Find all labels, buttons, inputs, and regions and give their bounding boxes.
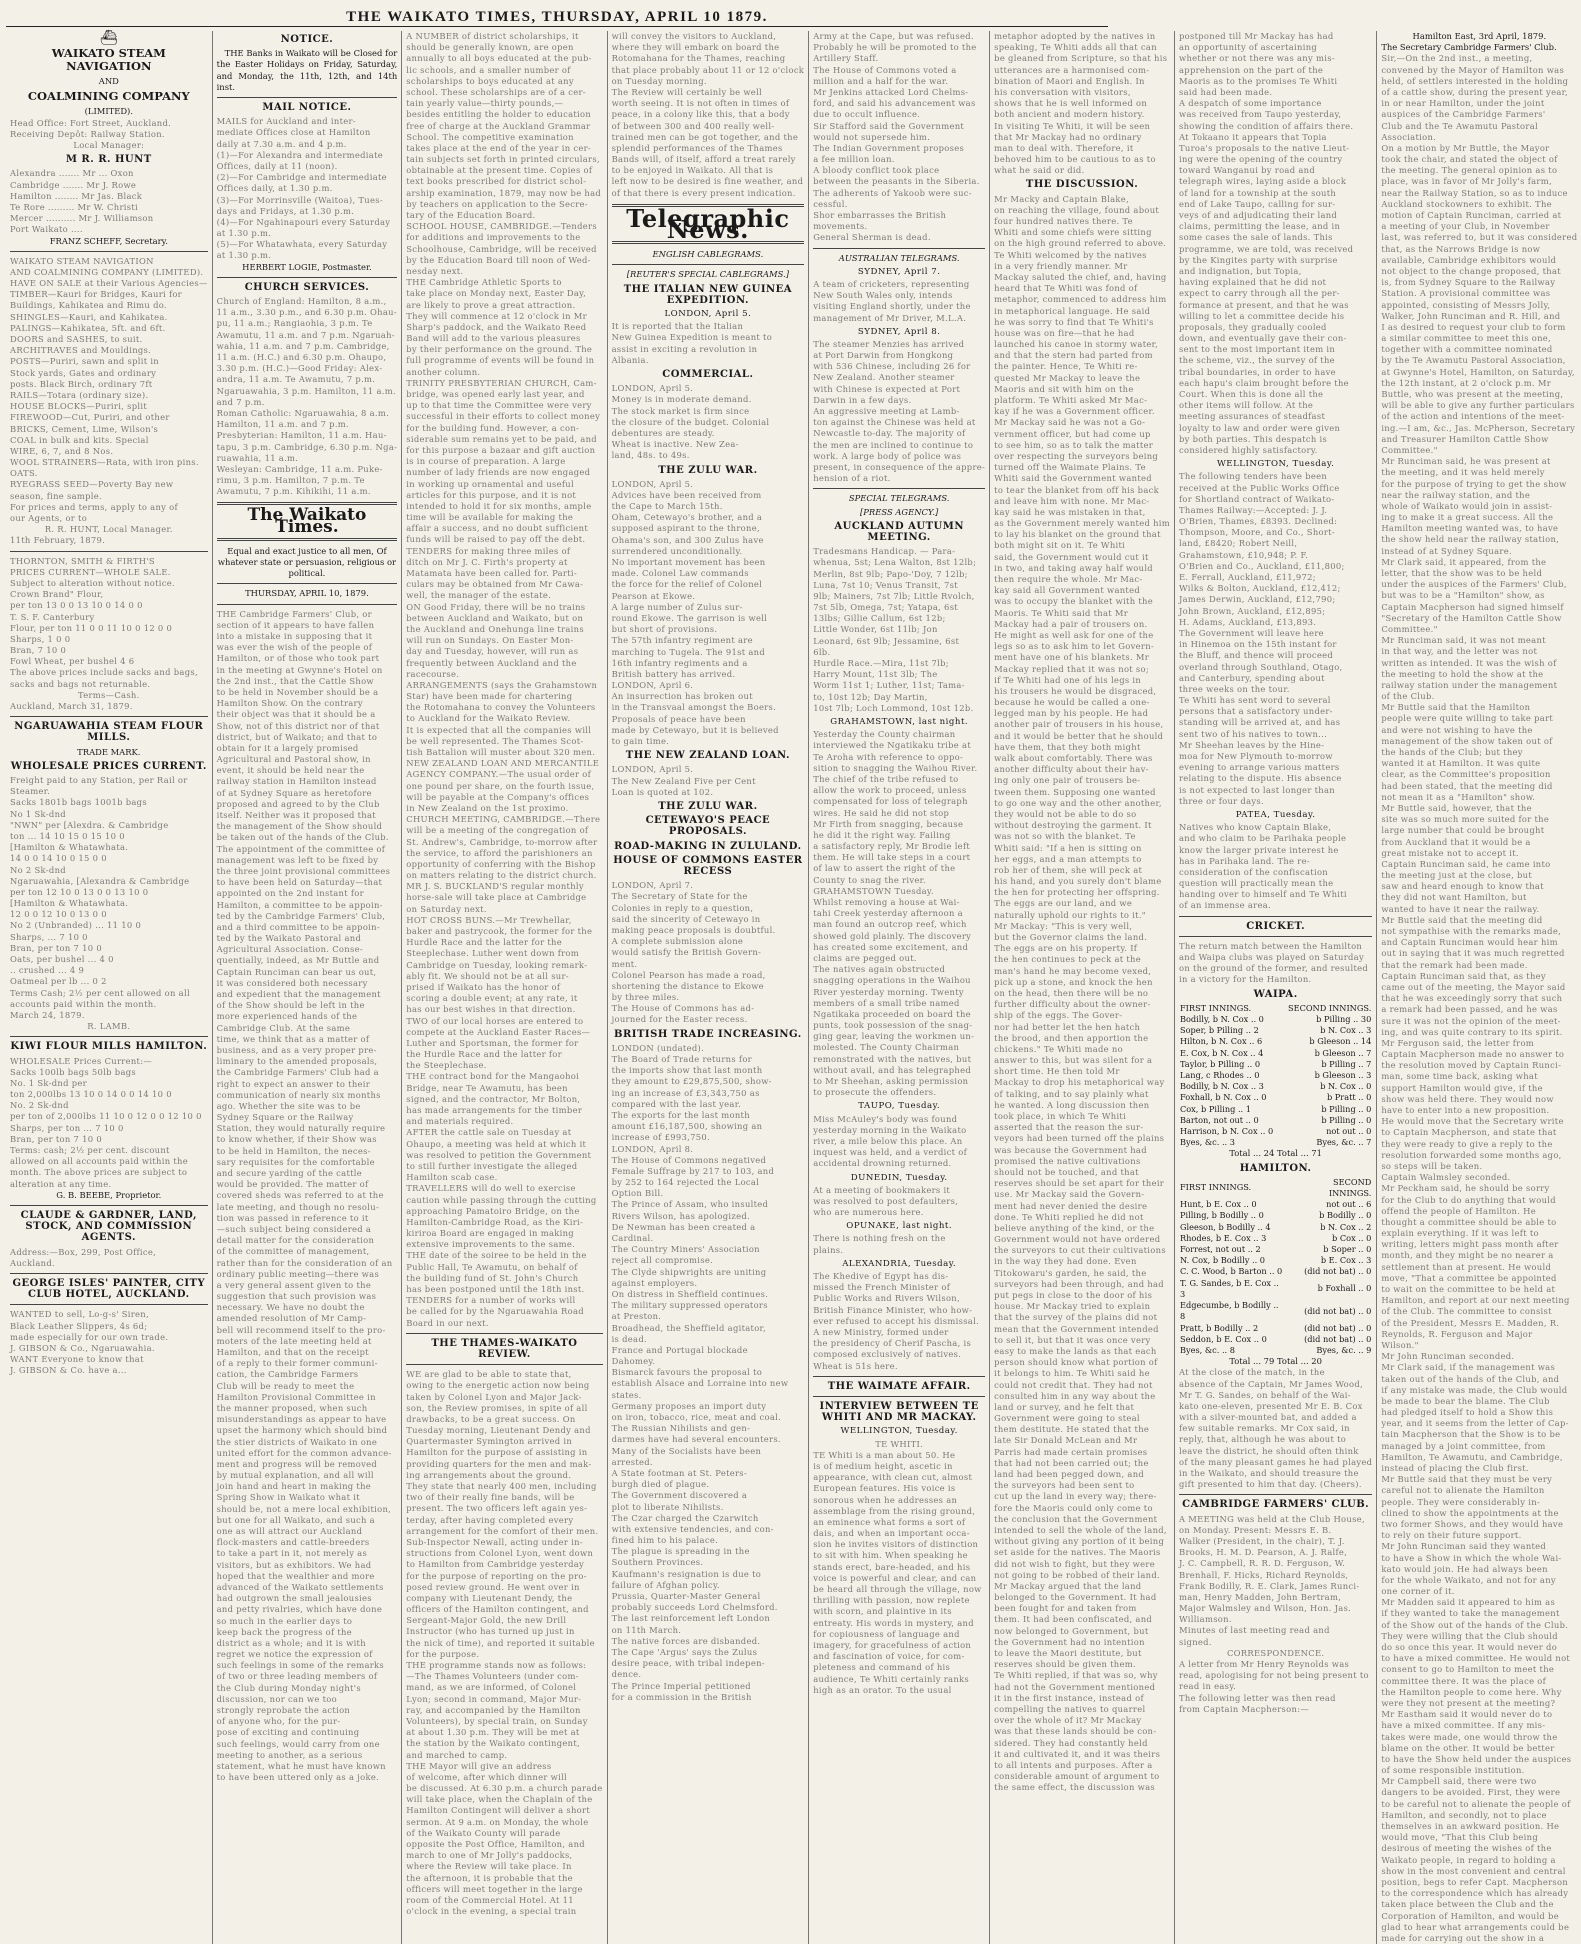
col3-body-a: A NUMBER of district scholarships, it should be generally known, are open annually to all boys educated at the pub- lic schools, and a smaller number of scholarships to boys educated at any school. These scholarships are of a cer- tain yearly value—thirty pounds,— besides entitling the holder to education free of charge at the Auckland Grammar School. The competitive examination takes place at the end of the year in cer- tain subjects set forth in printed circulars, obtainable at the present time. Copies of text books prescribed for district schol- arship examination, 1879, may now be had by teachers on application to the Secre- tary of the Education Board. SCHOOL HOUSE, CAMBRIDGE.—Tenders for additions and improvements to the Schoolhouse, Cambridge, will be received by the Education Board till noon of Wed- nesday next. THE Cambridge Athletic Sports to take place on Monday next, Easter Day, are likely to prove a great attraction. They will commence at 12 o'clock in Mr Sharp's paddock, and the Waikato Reed Band will add to the various pleasures by their performance on the ground. The full programme of events will be found in another column. TRINITY PRESBYTERIAN CHURCH, Cam- bridge, was opened early last year, and up to that time the Committee were very successful in their efforts to collect money for the building fund. However, a con- siderable sum remains yet to be paid, and for this purpose a bazaar and gift auction is in course of preparation. A large number of lady friends are now engaged in working up ornamental and useful articles for this purpose, and it is not intended to hold it for six months, ample time will be available for making the affair a success, and no doubt sufficient funds will be raised to pay off the debt. TENDERS for making three miles of ditch on Mr J. C. Firth's property at Matamata have been called for. Parti- culars may be obtained from Mr Cawa- well, the manager of the estate. ON Good Friday, there will be no trains between Auckland and Waikato, but on the Auckland and Onehunga line trains will run on Sundays. On Easter Mon- day and Tuesday, however, will run as frequently between Auckland and the racecourse. ARRANGEMENTS (says the Grahamstown Star) have been made for chartering the Rotomahana to convey the Volunteers to Auckland for the Waikato Review. It is expected that all the companies will be well represented. The Thames Scot- tish Battalion will muster about 320 men. NEW ZEALAND LOAN AND MERCANTILE AGENCY COMPANY.—The usual order of one pound per share, on the fourth issue, will be payable at the Company's offices in New Zealand on the 1st proximo. CHURCH MEETING, CAMBRIDGE.—There will be a meeting of the congregation of St. Andrew's, Cambridge, to-morrow after the service, to afford the parishioners an opportunity of conferring with the Bishop on matters relating to the district church. MR J. S. BUCKLAND'S regular monthly horse-sale will take place at Cambridge on Saturday next. HOT CROSS BUNS.—Mr Trewhellar, baker and pastrycook, the former for the Hurdle Race and the latter for the Steeplechase. Luther went down from Cambridge on Tuesday, looking remark- ably fit. We should not be at all sur- prised if Waikato has the honor of scoring a double event; at any rate, it has our best wishes in that direction. TWO of our local horses are entered to compete at the Auckland Easter Races— Luther and Sportsman, the former for the Hurdle Race and the latter for the Steeplechase. THE contract bond for the Mangaohoi Bridge, near Te Awamutu, has been signed, and the contractor, Mr Bolton, has made arrangements for the timber and materials required. AFTER the cattle sale on Tuesday at Ohaupo, a meeting was held at which it was resolved to petition the Government to still further investigate the alleged Hamilton scab case. TRAVELLERS will do well to exercise caution while passing through the cutting approaching Pamatoiro Bridge, on the Hamilton-Cambridge Road, as the Kiri- kiriroa Board are engaged in making extensive improvements to the same. THE date of the soiree to be held in the Public Hall, Te Awamutu, on behalf of the building fund of St. John's Church has been postponed until the 18th inst. TENDERS for a number of works will be called for by the Ngaruawahia Road Board in our next. xyxy=(406,31,602,1328)
commercial-heading: COMMERCIAL. xyxy=(662,368,754,380)
alexandria-body: The Khedive of Egypt has dis- missed the French Minister of Public Works and Rivers Wilson, British Finance Minister, who how- ever refused to accept his dismissal. A new Ministry, formed under the presidency of Cherif Pascha, is composed exclusively of natives. Wheat is 51s here. xyxy=(813,1271,980,1371)
steam-nav-agents-list: Alexandra ....... Mr ... Oxon Cambridge ....... Mr J. Rowe Hamilton ........ Mr Jas. Black Te Rore ......... Mr W. Christi Mercer .......... Mr J. Williamson Port Waikato .... xyxy=(10,168,154,235)
steam-nav-body: Head Office: Fort Street, Auckland. Receiving Depôt: Railway Station. Local Manager: xyxy=(10,117,172,150)
hamilton-total: Total ... 79 Total ... 20 xyxy=(1229,1356,1322,1367)
wellington-tuesday: WELLINGTON, Tuesday. xyxy=(1216,459,1335,470)
roadmaking-heading: ROAD-MAKING IN ZULULAND. xyxy=(614,840,802,852)
interview-body: TE WHITI. TE Whiti is a man about 50. He is of medium height, ascetic in appearance, with clean cut, almost European features. His voice is sonorous when he addresses an assemblage from the rising ground, an eminence what forms a sort of dais, and when an important occa- sion he invites visitors of distinction to sit with him. When speaking he stands erect, bare-headed, and his voice is powerful and clear, and can be heard all through the village, now thrilling with passion, now replete with scorn, and plaintive in its entreaty. His words in mystery, and for copiousness of language and imagery, for gracefulness of action and fascination of voice, for com- pleteness and command of his audience, Te Whiti certainly ranks high as an orator. To the usual xyxy=(813,1438,982,1695)
column-2 xyxy=(213,31,403,1944)
notice-heading: NOTICE. xyxy=(280,34,334,45)
nz-loan-heading: THE NEW ZEALAND LOAN. xyxy=(625,750,790,762)
waipa-heading: WAIPA. xyxy=(1253,988,1298,1000)
letter-addressee: The Secretary Cambridge Farmers' Club. xyxy=(1381,42,1557,53)
review-heading: THE THAMES-WAIKATO REVIEW. xyxy=(431,1337,578,1360)
zulu-war-heading: THE ZULU WAR. xyxy=(658,464,758,476)
wanted-ads: WANTED to sell, Lo-g-s' Siren, Black Leather Slippers, 4s 6d; made especially for our own trade. J. GIBSON & Co., Ngaruawahia. WANT Everyone to know that J. GIBSON & Co. have a... xyxy=(10,1309,169,1376)
flour-mills-title: NGARUAWAHIA STEAM FLOUR MILLS. xyxy=(14,721,204,744)
sydney-apr7: SYDNEY, April 7. xyxy=(857,266,941,277)
steam-nav-title: WAIKATO STEAM NAVIGATION xyxy=(51,46,166,74)
col8-body: Sir,—On the 2nd inst., a meeting, convened by the Mayor of Hamilton was held, of settlers interested in the holding of a cattle show, during the present year, in or near Hamilton, under the joint auspices of the Cambridge Farmers' Club and the Te Awamutu Pastoral Association. On a motion by Mr Buttle, the Mayor took the chair, and stated the object of the meeting. The general opinion as to place, was in favor of Mr Jolly's farm, near the Railway Station, so as to induce Auckland stockowners to exhibit. The motion of Captain Runciman, carried at a meeting of your Club, in November last, was referred to, but it was considered that, as the Narrows Bridge is now available, Cambridge exhibitors would not object to the change proposed, that is, from Sydney Square to the Railway Station. A provisional committee was appointed, consisting of Messrs Jolly, Walker, John Runciman and R. Hill, and I as desired to request your club to form a similar committee to meet this one, together with a committee nominated by the Te Awamutu Pastoral Association, at Gwynne's Hotel, Hamilton, on Saturday, the 12th instant, at 2 o'clock p.m. Mr Buttle, who was present at the meeting, will be able to give any further particulars of the action and intentions of the meet- ing.—I am, &c., Jas. McPherson, Secretary and Treasurer Hamilton Cattle Show Committee." Mr Runciman said, he was present at the meeting, and it was held merely for the purpose of trying to get the show near the railway station, and the whole of Waikato would join in assist- ing to make it a great success. All the Hamilton meeting wanted was, to have the show held near the railway station, instead of at Sydney Square. Mr Clark said, it appeared, from the letter, that the show was to be held under the auspices of the Farmers' Club, but was to be a "Hamilton" show, as Captain Macpherson had signed himself "Secretary of the Hamilton Cattle Show Committee." Mr Runciman said, it was not meant in that way, and the letter was not written as intended. It was the wish of the meeting to hold the show at the railway station under the management of the Club. Mr Buttle said that the Hamilton people were quite willing to take part and were not wishing to have the management of the show taken out of the hands of the Club; but they wanted it at Hamilton. It was quite clear, as the Committee's proposition had been stated, that the meeting did not mean it as a "Hamilton" show. Mr Buttle said, however, that the site was so much more suited for the large number that could be brought from Auckland that it would be a great mistake not to accept it. Captain Runciman said, he came into the meeting just at the close, but saw and heard enough to know that they did not want Hamilton, but wanted to have it near the railway. Mr Buttle said that the meeting did not sympathise with the remarks made, and Captain Runciman would hear him out in saying that it was much regretted that the remark had been made. Captain Runciman said that, as they came out of the meeting, the Mayor said that he was exceedingly sorry that such a remark had been passed, and he was sure it was not the opinion of the meet- ing, and was quite contrary to its spirit. Mr Ferguson said, the letter from Captain Macpherson made no answer to the resolution moved by Captain Runci- man, some time back, asking what support Hamilton would give, if the show was held there. They would now have to enter into a new proposition. He would move that the Secretary write to Captain Macpherson, and state that they were ready to give a reply to the resolution forwarded some months ago, so steps will be taken. Captain Walmsley seconded. Mr Peckham said, he should be sorry for the Club to do anything that would offend the people of Hamilton. He thought a committee should be able to explain everything. If it was left to writing, letters might pass month after month, and they might be no nearer a settlement than at present. He would move, "That a committee be appointed to wait on the committee to be held at Hamilton, and report at our next meeting of the Club. The committee to consist of the President, Messrs E. Madden, R. Reynolds, R. Ferguson and Major Wilson." Mr John Runciman seconded. Mr Clark said, if the management was taken out of the hands of the Club, and if any mistake was made, the Club would be made to bear the blame. The Club had pledged itself to hold a Show this year, and it seems from the letter of Cap- tain Macpherson that the Show is to be managed by a joint committee, from Hamilton, Te Awamutu, and Cambridge, instead of placing the Club first. Mr Buttle said that they must be very careful not to alienate the Hamilton people. They were considerably in- clined to show the appointments at the two former Shows, and they would have to rely on their future support. Mr John Runciman said they wanted to have a Show in which the whole Wai- kato would join. He had always been for the whole Waikato, and not for any one corner of it. Mr Madden said it appeared to him as if they wanted to take the management of the Show out of the hands of the Club. They were willing that the Club should do so once this year. It would never do to have a mixed committee. He would not consent to go to Hamilton to meet the committee there. It was the place of the Hamilton people to come here. Why were they not present at the meeting? Mr Eastham said it would never do to have a mixed committee. If any mis- takes were made, one would throw the blame on the other. It would be better to have the Show held under the auspices of some responsible institution. Mr Campbell said, there were two dangers to be avoided. First, they were to be careful not to alienate the people of Hamilton, and secondly, not to place themselves in an awkward position. He would move, "That this Club being desirous of meeting the wishes of the Waikato people, in regard to holding a show in the most convenient and central position, begs to refer Capt. Macpherson to the correspondence which has already taken place between the Club and the Corporation of Hamilton, and would be glad to hear what arrangements could be made for carrying out the show in a xyxy=(1381,53,1578,1943)
waipa-scores: FIRST INNINGS. SECOND INNINGS. Bodilly, b N. Cox .. 0 b Pilling .. 30 Soper, b Pilling .. 2 b N. Cox .. 3 Hilton, b N. Cox .. 6 b Gleeson .. 14 E. Cox, b N. Cox .. 4 b Gleeson .. 7 Taylor, b Pilling .. 0 b Pilling .. 7 Lang, c Rhodes .. 0 b Gleeson .. 3 Bodilly, b N. Cox .. 3 b N. Cox .. 0 Foxhall, b N. Cox .. 0 b Pratt .. 0 Cox, b Pilling .. 1 b Pilling .. 0 Barton, not out .. 0 b Pilling .. 0 Harrison, b N. Cox .. 0 not out .. 0 Byes, &c. .. 3 Byes, &c. .. 7 xyxy=(1179,1002,1372,1148)
zulu-war-2-heading: THE ZULU WAR. xyxy=(658,800,758,812)
cricket-intro: The return match between the Hamilton and Waipa clubs was played on Saturday on the ground of the former, and resulted in a victory for the Hamilton. xyxy=(1178,940,1369,985)
col4-body-top: will convey the visitors to Auckland, where they will embark on board the Rotomahana for the Thames, reaching that place probably about 11 or 12 o'clock on Tuesday morning. The Review will certainly be well worth seeing. It is not often in times of peace, in a colony like this, that a body of between 300 and 400 really well- trained men can be got together, and the splendid performances of the Thames Bands will, of itself, afford a treat rarely to be enjoyed in Waikato. All that is left now to be desired is fine weather, and of that there is every present indication. xyxy=(611,31,805,198)
column-4 xyxy=(608,31,810,1944)
mail-notice-heading: MAIL NOTICE. xyxy=(262,102,352,114)
column-6 xyxy=(990,31,1175,1944)
steam-nav-limited: (LIMITED). xyxy=(84,106,133,117)
flour-mills-body: Freight paid to any Station, per Rail or Steamer. Sacks 1801b bags 1001b bags No 1 Sk-dnd "NWN" per [Alexdra. & Cambridge ton ... 14 10 15 0 15 10 0 [Hamilton & Whatawhata. 14 0 0 14 10 0 15 0 0 No 2 Sk-dnd Ngaruawahia, [Alexandra & Cambridge per ton 12 10 0 13 0 0 13 10 0 [Hamilton & Whatawhata. 12 0 0 12 10 0 13 0 0 No 2 (Unbranded) ... 11 10 0 Sharps, ... 7 10 0 Bran, per ton 7 10 0 Oats, per bushel ... 4 0 .. crushed ... 4 9 Oatmeal per lb ... 0 2 Terms Cash; 2½ per cent allowed on all accounts paid within the month. March 24, 1879. R. LAMB. xyxy=(10,775,190,1032)
columns xyxy=(6,30,1578,1943)
italian-body: It is reported that the Italian New Guinea Expedition is meant to assist in exciting a revolution in Albania. xyxy=(611,321,773,365)
british-trade-heading: BRITISH TRADE INCREASING. xyxy=(614,1028,802,1040)
sydney-apr8: SYDNEY, April 8. xyxy=(857,326,941,337)
motto: Equal and exact justice to all men, Of whatever state or persuasion, religious or political. xyxy=(217,545,396,579)
wholesale-title: WHOLESALE PRICES CURRENT. xyxy=(10,760,207,772)
patea: PATEA, Tuesday. xyxy=(1235,809,1316,820)
column-8 xyxy=(1377,31,1581,1944)
kiwi-title: KIWI FLOUR MILLS HAMILTON. xyxy=(10,1041,208,1053)
steam-nav-and: AND xyxy=(98,76,119,87)
dunedin: DUNEDIN, Tuesday. xyxy=(850,1172,948,1183)
mail-sign: HERBERT LOGIE, Postmaster. xyxy=(242,261,372,272)
george-isles-title: GEORGE ISLES' PAINTER, CITY CLUB HOTEL, AUCKLAND. xyxy=(12,1277,206,1301)
trade-mark: TRADE MARK. xyxy=(77,746,141,757)
steam-nav-secretary: FRANZ SCHEFF, Secretary. xyxy=(49,235,168,246)
cricket-after: At the close of the match, in the absence of the Captain, Mr James Wood, Mr T. G. Sandes, on behalf of the Wai- kato one-eleven, presented Mr E. B. Cox with a silver-mounted bat, and added a few suitable remarks. Mr Cox said, in reply, that, although he was about to leave the district, he should often think of the many pleasant games he had played in the Waikato, and should treasure the gift presented to him that day. (Cheers). xyxy=(1178,1367,1373,1490)
dunedin-body: At a meeting of bookmakers it was resolved to post defaulters, who are numerous here. xyxy=(813,1184,959,1218)
autumn-meeting-heading: AUCKLAND AUTUMN MEETING. xyxy=(834,520,964,543)
church-heading: CHURCH SERVICES. xyxy=(244,281,370,293)
cambridge-club-body: A MEETING was held at the Club House, on Monday. Present: Messrs E. B. Walker (President, in the chair), T. J. Brooks, H. M. D. Pearson, A. J. Ralfe, J. C. Campbell, R. R. D. Ferguson, W. Brenhall, F. Hicks, Richard Reynolds, Frank Bodilly, R. E. Clark, James Runci- man, Henry Madden, John Bertram, Major Walmsley and Wilson, Hon. Jas. Williamson. Minutes of last meeting read and signed. CORRESPONDENCE. A letter from Mr Henry Reynolds was read, apologising for not being present to read in easy. The following letter was then read from Captain Macpherson:— xyxy=(1178,1513,1369,1714)
interview-heading: INTERVIEW BETWEEN TE WHITI AND MR MACKAY. xyxy=(819,1400,979,1424)
zulu-body: LONDON, April 5. Advices have been received from the Cape to March 15th. Oham, Cetewayo's brother, and a supposed aspirant to the throne, Ohama's son, and 300 Zulus have surrendered unconditionally. No important movement has been made. Colonel Law commands the force for the relief of Colonel Pearson at Ekowe. A large number of Zulus sur- round Ekowe. The garrison is well but short of provisions. The 57th infantry regiment are marching to Tugela. The 91st and 16th infantry regiments and a British battery has arrived. LONDON, April 6. An insurrection has broken out in the Transvaal amongst the Boers. Proposals of peace have been made by Cetewayo, but it is believed to gain time. xyxy=(611,478,779,747)
claude-title: CLAUDE & GARDNER, LAND, STOCK, AND COMMISSION AGENTS. xyxy=(20,1209,197,1244)
church-body: Church of England: Hamilton, 8 a.m., 11 a.m., 3.30 p.m., and 6.30 p.m. Ohau- pu, 11 a.m.; Rangiaohia, 3 p.m. Te Awamutu, 11 a.m. and 7 p.m. Ngaruah- wahia, 11 a.m. and 7 p.m. Cambridge, 11 a.m. (H.C.) and 6.30 p.m. Ohaupo, 3.30 p.m. (H.C.)—Good Friday: Alex- andra, 11 a.m. Te Awamutu, 7 p.m. Ngaruawahia, 3 p.m. Hamilton, 11 a.m. and 7 p.m. Roman Catholic: Ngaruawahia, 8 a.m. Hamilton, 11 a.m. and 7 p.m. Presbyterian: Hamilton, 11 a.m. Hau- tapu, 3 p.m. Cambridge, 6.30 p.m. Nga- ruawahia, 11 a.m. Wesleyan: Cambridge, 11 a.m. Puke- rimu, 3 p.m. Hamilton, 7 p.m. Te Awamutu, 7 p.m. Kihikihi, 11 a.m. xyxy=(216,296,398,497)
cambridge-club-heading: CAMBRIDGE FARMERS' CLUB. xyxy=(1182,1499,1370,1511)
hamilton-heading: HAMILTON. xyxy=(1239,1162,1312,1174)
opunake: OPUNAKE, last night. xyxy=(846,1221,953,1232)
column-5 xyxy=(809,31,990,1944)
column-7 xyxy=(1175,31,1377,1944)
col6-body-a: metaphor adopted by the natives in speaking, Te Whiti adds all that can be gleaned from Scripture, so that his utterances are a harmonised com- bination of Maori and English. In his conversation with visitors, shows that he is well informed on both ancient and modern history. In visiting Te Whiti, it will be seen that Mr Mackay had no ordinary man to deal with. Therefore, it behoved him to be cautious to as to what he said or did. xyxy=(994,31,1168,176)
reuter-note: [REUTER'S SPECIAL CABLEGRAMS.] xyxy=(626,269,789,280)
thornton-ad: THORNTON, SMITH & FIRTH'S PRICES CURRENT—WHOLE SALE. Subject to alteration without notice. Crown Brand" Flour, per ton 13 0 0 13 10 0 14 0 0 T. S. F. Canterbury Flour, per ton 11 0 0 11 10 0 12 0 0 Sharps, 1 0 0 Bran, 7 10 0 Fowl Wheat, per bushel 4 6 The above prices include sacks and bags, sacks and bags not returnable. Terms—Cash. Auckland, March 31, 1879. xyxy=(10,555,198,712)
italian-expedition: THE ITALIAN NEW GUINEA EXPEDITION. xyxy=(623,283,793,306)
commons-heading: HOUSE OF COMMONS EASTER RECESS xyxy=(613,854,803,877)
kiwi-sign: G. B. BEEBE, Proprietor. xyxy=(56,1189,162,1200)
column-1 xyxy=(6,31,213,1944)
col5-body-top: Army at the Cape, but was refused. Probably he will be promoted to the Artillery Staff. The House of Commons voted a million and a half for the war. Mr Jenkins attacked Lord Chelms- ford, and said his advancement was due to occult influence. Sir Stafford said the Government would not supersede him. The Indian Government proposes a fee million loan. A bloody conflict took place between the peasants in the Siberia. The adherents of Yakoob were suc- cessful. Shor embarrasses the British movements. General Sherman is dead. xyxy=(813,31,980,243)
grahamstown: GRAHAMSTOWN, last night. xyxy=(830,716,969,727)
taupo-body: Miss McAuley's body was found yesterday morning in the Waikato river, a mile below this place. An inquest was held, and a verdict of accidental drowning returned. xyxy=(813,1113,967,1169)
claude-body: Address:—Box, 299, Post Office, Auckland. xyxy=(10,1246,157,1268)
waimate-heading: THE WAIMATE AFFAIR. xyxy=(827,1380,971,1392)
col6-body-b: Mr Macky and Captain Blake, on reaching the village, found about four hundred natives there. Te Whiti and some chiefs were sitting on the high ground referred to above. Te Whiti welcomed by the natives in a very friendly manner. Mr Mackay saluted the chief, and, having heard that Te Whiti was fond of metaphor, commenced to address him in metaphorical language. He said he was sorry to find that Te Whiti's house was on fire—that he had launched his canoe in stormy water, and that the stern had parted from the painter. Hence, Te Whiti re- quested Mr Mackay to leave the Maoris and sit with him on the platform. Te Whiti asked Mr Mac- kay if he was a Government officer. Mr Mackay said he was not a Go- vernment officer, but had come up to see him, so as to talk the matter over respecting the surveyors being turned off the Waimate Plains. Te Whiti said the Government wanted to tear the blanket from off his back and leave him with none. Mr Mac- kay said he was mistaken in that, as the Government merely wanted him to lay his blanket on the ground that both might sit on it. Te Whiti said, the Government would cut it in two, and taking away half would then require the whole. Mr Mac- kay said all Government wanted was to occupy the blanket with the Maoris. Te Whiti said that Mr Mackay had a pair of trousers on. He might as well ask for one of the legs so as to ask him to let Govern- ment have one of his blankets. Mr Mackay replied that it was not so; if Te Whiti had one of his legs in his trousers he would be disgraced, because he would be called a one- legged man by his people. He had another pair of trousers in his house, and it would be better that he should have them, that they both might walk about comfortably. There was another difficulty about their hav- ing only one pair of trousers be- tween them. Supposing one wanted to go one way and the other another, they would not be able to do so without destroying the garment. It was not so with the blanket. Te Whiti said: "If a hen is sitting on her eggs, and a man attempts to rob her of them, she will peck at his hand, and you surely don't blame the hen for protecting her offspring. The eggs are our land, and we naturally uphold our rights to it." Mr Mackay: "This is very well, but the Governor claims the land. The eggs are on his property. If the hen continues to peck at the man's hand he may become vexed, pick up a stone, and knock the hen on the head, then there will be no further difficulty about the owner- ship of the eggs. The Gover- nor had better let the hen hatch the brood, and then apportion the chickens." Te Whiti made no answer to this, but was silent for a short time. He then told Mr Mackay to drop his metaphorical way of talking, and to say plainly what he wanted. A long discussion then took place, in which Te Whiti asserted that the reason the sur- veyors had been turned off the plains was because the Government had promised the native cultivations should not be touched, and that reserves should be set apart for their use. Mr Mackay said the Govern- ment had never denied the desire done. Te Whiti replied he did not believe anything of the kind, or the Government would not have ordered the surveyors to cut their cultivations in the way they had done. Even Titokowaru's garden, he said, the surveyors had been through, and had put pegs in close to the door of his house. Mr Mackay tried to explain that the survey of the plains did not mean that the Government intended to sell it, but that it was once very easy to make the lands as that each person should know what portion of it belongs to him. Te Whiti said he could not credit that. They had not consulted him in any way about the land or survey, and he felt that Government were going to steal them destitute. He stated that the late Sir Donald McLean and Mr Parris had made certain promises that had not been carried out; the land had been pegged down, and the surveyors had been sent to cut up the land in every way; there- fore the Maoris could only come to the conclusion that the Government intended to sell the whole of the land, without giving any portion of it being set aside for the natives. The Maoris did not wish to fight, but they were not going to be robbed of their land. Mr Mackay argued that the land belonged to the Government. It had been fought for and taken from them. It had been confiscated, and now belonged to Government, but the Government had no intention to leave the Maori destitute, but reserves should be given them. Te Whiti replied, if that was so, why had not the Government mentioned it in the first instance, instead of compelling the natives to quarrel over the whole of it? Mr Mackay was that these lands should be con- sidered. They had constantly held it and cultivated it, and it was theirs to all intents and purposes. After a considerable amount of argument to the same effect, the discussion was xyxy=(994,193,1170,1793)
wellington: WELLINGTON, Tuesday. xyxy=(840,1426,958,1437)
col7-body-c: Natives who know Captain Blake, and who claim to be Parihaka people know the larger private interest he has in Parihaka land. The re- consideration of the confiscation question will practically mean the handing over to himself and Te Whiti of an immense area. xyxy=(1178,822,1347,911)
english-cablegrams: ENGLISH CABLEGRAMS. xyxy=(652,249,764,260)
telegraphic-title: Telegraphic News. xyxy=(626,203,790,245)
masthead-title: THE WAIKATO TIMES, THURSDAY, APRIL 10 1879. xyxy=(346,9,768,25)
col3-body-b: WE are glad to be able to state that, owing to the energetic action now being taken by Colonel Lyon and Major Jack- son, the Review promises, in spite of all drawbacks, to be a great success. On Tuesday morning, Lieutenant Dendy and Quartermaster Symington arrived in Hamilton for the purpose of assisting in providing quarters for the men and mak- ing arrangements about the ground. They state that nearly 400 men, including two of their really fine bands, will be present. The two officers left again yes- terday, after having completed every arrangement for the comfort of their men. Sub-Inspector Newall, acting under in- structions from Colonel Lyon, went down to Hamilton from Cambridge yesterday for the purpose of reporting on the pro- posed review ground. He went over in company with Lieutenant Dendy, the officers of the Hamilton contingent, and Sergeant-Major Gold, the new Drill Instructor (who has turned up just in the nick of time), and reported it suitable for the purpose. THE programme stands now as follows: —The Thames Volunteers (under com- mand, as we are informed, of Colonel Lyon; second in command, Major Mur- ray, and accompanied by the Hamilton Volunteers), by special train, on Sunday at about 1.30 p.m. They will be met at the station by the Waikato contingent, and marched to camp. THE Mayor will give an address of welcome, after which dinner will be discussed. At 6.30 p.m. a church parade will take place, when the Chaplain of the Hamilton Contingent will deliver a short sermon. At 9 a.m. on Monday, the whole of the Waikato County will parade opposite the Post Office, Hamilton, and march to one of Mr Jolly's paddocks, where the Review will take place. In the afternoon, it is probable that the officers will meet together in the large room of the Commercial Hotel. At 11 o'clock in the evening, a special train xyxy=(406,1369,603,1917)
letter-signoff-top: Hamilton East, 3rd April, 1879. xyxy=(1412,31,1547,41)
hamilton-scores: FIRST INNINGS. SECOND INNINGS. Hunt, b E. Cox .. 0 not out .. 6 Pilling, b Bodilly .. 0 b Bodilly .. 0 Gleeson, b Bodilly .. 4 b N. Cox .. 2 Rhodes, b E. Cox .. 3 b Cox .. 0 Forrest, not out .. 2 b Soper .. 0 N. Cox, b Bodilly .. 0 b E. Cox .. 3 C. C. Wood, b Barton .. 0 (did not bat) .. 0 T. G. Sandes, b E. Cox .. 3 b Foxhall .. 0 Edgecumbe, b Bodilly .. 8 (did not bat) .. 0 Pratt, b Bodilly .. 2 (did not bat) .. 0 Seddon, b E. Cox .. 0 (did not bat) .. 0 Byes, &c. .. 8 Byes, &c. .. 9 xyxy=(1179,1176,1372,1355)
australian-heading: AUSTRALIAN TELEGRAMS. xyxy=(838,252,960,263)
steamship-icon: ⛴ xyxy=(99,30,118,46)
kiwi-body: WHOLESALE Prices Current:— Sacks 100lb bags 50lb bags No. 1 Sk-dnd per ton 2,000lbs 13 10 0 14 0 0 14 10 0 No. 2 Sk-dnd per ton of 2,000lbs 11 10 0 12 0 0 12 10 0 Sharps, per ton ... 7 10 0 Bran, per ton 7 10 0 Terms: cash; 2½ per cent. discount allowed on all accounts paid within the month. The above prices are subject to alteration at any time. xyxy=(10,1055,202,1189)
masthead xyxy=(6,4,1108,27)
commons-body: LONDON, April 7. The Secretary of State for the Colonies in reply to a question, said the sincerity of Cetewayo in making peace proposals is doubtful. A complete submission alone would satisfy the British Govern- ment. Colonel Pearson has made a road, shortening the distance to Ekowe by three miles. The House of Commons has ad- journed for the Easter recess. xyxy=(611,880,776,1025)
sydney7-body: A team of cricketers, representing New South Wales only, intends visiting England shortly, under the management of Mr Driver, M.L.A. xyxy=(813,278,971,323)
nz-loan-body: LONDON, April 5. The New Zealand Five per Cent Loan is quoted at 102. xyxy=(611,764,756,797)
autumn-body: Tradesmans Handicap. — Para- whenua, 5st; Lena Walton, 8st 12lb; Merlin, 8st 9lb; Papo-'Doy, 7 12lb; Luna, 7st 10; Venus Transit, 7st 9lb; Mainers, 7st 7lb; Little Rvolch, 7st 5lb, Omega, 7st; Yatapa, 6st 13lbs; Gillie Callum, 6st 12b; Little Wonder, 6st 11lb; Jon Leonard, 6st 9lb; Jessamine, 6st 6lb. Hurdle Race.—Mira, 11st 7lb; Harry Mount, 11st 3lb; The Worm 11st 1; Luther, 11st; Tama- to, 10st 12b; Day Martin, 10st 7lb; Loch Lommond, 10st 12b. xyxy=(813,546,977,713)
special-heading: SPECIAL TELEGRAMS. xyxy=(848,493,950,504)
discussion-heading: THE DISCUSSION. xyxy=(1025,179,1139,191)
commercial-body: LONDON, April 5. Money is in moderate demand. The stock market is firm since the closure of the budget. Colonial debentures are steady. Wheat is inactive. New Zea- land, 48s. to 49s. xyxy=(611,383,770,461)
grahamstown-body: Yesterday the County chairman interviewed the Ngatikaku tribe at Te Aroha with reference to oppo- sition to snagging the Waihou River. The chief of the tribe refused to allow the work to proceed, unless compensated for loss of telegraph wires. He said he did not stop Mr Firth from snagging, because he did it the right way. Failing a satisfactory reply, Mr Brodie left them. He will take steps in a court of law to assert the right of the County to snag the river. GRAHAMSTOWN Tuesday. Whilst removing a house at Wai- tahi Creek yesterday afternoon a man found an outcrop reef, which showed gold plainly. The discovery has created some excitement, and claims are pegged out. The natives again obstructed snagging operations in the Waihou River yesterday morning. Twenty members of a small tribe named Ngatikaka proceeded on board the punts, took possession of the snag- ging gear, leaving the workmen un- molested. The County Chairman remonstrated with the natives, but without avail, and has telegraphed to Mr Sheehan, asking permission to prosecute the offenders. xyxy=(813,729,978,1098)
press-agency: [PRESS AGENCY.] xyxy=(860,506,939,517)
steam-nav-agent: M R. R. HUNT xyxy=(65,154,152,166)
steam-nav-company: COALMINING COMPANY xyxy=(27,89,190,104)
alexandria: ALEXANDRIA, Tuesday. xyxy=(842,1258,957,1269)
mail-notice-body: MAILS for Auckland and inter- mediate Offices close at Hamilton daily at 7.30 a.m. and 4 p.m. (1)—For Alexandra and intermediate Offices, daily at 11 (noon). (2)—For Cambridge and intermediate Offices daily, at 1.30 p.m. (3)—For Morrinsville (Waitoa), Tues- days and Fridays, at 1.30 p.m. (4)—For Ngahinapouri every Saturday at 1.30 p.m. (5)—For Whatawhata, every Saturday at 1.30 p.m. xyxy=(216,116,391,261)
cetewayo-heading: CETEWAYO'S PEACE PROPOSALS. xyxy=(645,815,771,838)
editorial-body: THE Cambridge Farmers' Club, or section of it appears to have fallen into a mistake in supposing that it was ever the wish of the people of Hamilton, or of those who took part in the meeting at Gwynne's Hotel on the 2nd inst., that the Cattle Show to be held in November should be a Hamilton Show. On the contrary their object was that it should be a Show, not of this district nor of that district, but of Waikato; and that to obtain for it a largely promised Agricultural and Pastoral show, in event, it should be held near the railway station in Hamilton instead of at Sydney Square as heretofore proposed and agreed to by the Club itself. Neither was it proposed that the management of the Show should be taken out of the hands of the Club. The appointment of the committee of management was left to be fixed by the three joint provisional committees to have been held on Saturday—that appointed on the 2nd instant for Hamilton, a committee to be appoin- ted by the Cambridge Farmers' Club, and a third committee to be appoin- ted by the Waikato Pastoral and Agricultural Association. Conse- quentially, indeed, as Mr Buttle and Captain Runciman can bear us out, it was considered both necessary and expedient that the management of the Show should be left in the more experienced hands of the Cambridge Club. At the same time, we think that as a matter of business, and as a very proper pre- liminary to the amended proposals, the Cambridge Farmers' Club had a right to expect an answer to their communication of nearly six months ago. Whether the site was to be Sydney Square or the Railway Station, they would naturally require to know whether, if their Show was to be held in Hamilton, the neces- sary requisites for the comfortable and secure yarding of the cattle would be provided. The matter of covered sheds was referred to at the late meeting, and though no resolu- tion was passed in reference to it —such subject being considered a detail matter for the consideration of the committee of management, rather than for the consideration of an ordinary public meeting—there was a very general assent given to the suggestion that such provision was necessary. We have no doubt the amended resolution of Mr Camp- bell will recommend itself to the pro- moters of the late meeting held at Hamilton, and that on the receipt of a reply to their former communi- cation, the Cambridge Farmers Club will be ready to meet the Hamilton Provisional Committee in the manner proposed, when such misunderstandings as appear to have upset the harmony which should bind the stier districts of Waikato in one united effort for the common advance- ment and progress will be removed by mutual explanation, and all will join hand and heart in making the Spring Show in Waikato what it should be, not a mere local exhibition, but one for all Waikato, and such a one as will attract our Auckland flock-masters and cattle-breeders to take a part in it, not merely as visitors, but as exhibitors. We had hoped that the wealthier and more advanced of the Waikato settlements had outgrown the small jealousies and petty rivalries, which have done so much in the earlier days to keep back the progress of the district as a whole; and it is with regret we notice the expression of such feelings in some of the remarks of two or three leading members of the Club during Monday night's discussion, nor can we too strongly reprobate the action of anyone who, for the pur- pose of exciting and continuing such feelings, would carry from one meeting to another, as a serious statement, what he must have known to have been uttered only as a joke. xyxy=(216,608,393,1783)
waipa-total: Total ... 24 Total ... 71 xyxy=(1229,1148,1322,1159)
opunake-body: There is nothing fresh on the plains. xyxy=(813,1233,946,1255)
steam-nav-2-body: WAIKATO STEAM NAVIGATION AND COALMINING COMPANY (LIMITED). HAVE ON SALE at their Various Agencies— TIMBER—Kauri for Bridges, Kauri for Buildings, Kahikatea and Rimu do. SHINGLES—Kauri, and Kahikatea. PALINGS—Kahikatea, 5ft. and 6ft. DOORS and SASHES, to suit. ARCHITRAVES and Mouldings. POSTS—Puriri, sawn and split in Stock yards, Gates and ordinary posts. Black Birch, ordinary 7ft RAILS—Totara (ordinary size). HOUSE BLOCKS—Puriri, split FIREWOOD—Cut, Puriri, and other BRICKS, Cement, Lime, Wilson's COAL in bulk and kits. Special WIRE, 6, 7, and 8 Nos. WOOL STRAINERS—Rata, with iron pins. OATS. RYEGRASS SEED—Poverty Bay new season, fine sample. For prices and terms, apply to any of our Agents, or to R. R. HUNT, Local Manager. 11th February, 1879. xyxy=(10,255,208,546)
british-trade-body: LONDON (undated). The Board of Trade returns for the imports show that last month they amount to £29,875,500, show- ing an increase of £3,343,750 as compared with the last year. The exports for the last month amount £16,187,500, showing an increase of £993,750. LONDON, April 8. The House of Commons negatived Female Suffrage by 217 to 103, and by 252 to 164 rejected the Local Option Bill. The Prince of Assam, who insulted Rivers Wilson, has apologized. De Newman has been created a Cardinal. The Country Miners' Association reject all compromise. The Clyde shipwrights are uniting against employers. On distress in Sheffield continues. The military suppressed operators at Preston. Broadhead, the Sheffield agitator, is dead. France and Portugal blockade Dahomey. Bismarck favours the proposal to establish Alsace and Lorraine into new states. Germany proposes an import duty on iron, tobacco, rice, meat and coal. The Russian Nihilists and gen- darmes have had several encounters. Many of the Socialists have been arrested. A State footman at St. Peters- burgh died of plague. The Government discovered a plot to liberate Nihilists. The Czar charged the Czarwitch with extensive tendencies, and con- fined him to his palace. The plague is spreading in the Southern Provinces. Kaufmann's resignation is due to failure of Afghan policy. Prussia, Quarter-Master General probably succeeds Lord Chelmsford. The last reinforcement left London on 11th March. The native forces are disbanded. The Cape 'Argus' says the Zulus desire peace, with tribal indepen- dence. The Prince Imperial petitioned for a commission in the British xyxy=(611,1042,789,1702)
notice-text: THE Banks in Waikato will be Closed for the Easter Holidays on Friday, Saturday, and Monday, the 11th, 12th, and 14th inst. xyxy=(216,48,398,92)
times-title: The Waikato Times. xyxy=(247,505,367,537)
col7-body-a: postponed till Mr Mackay has had an opportunity of ascertaining whether or not there was any mis- apprehension on the part of the Maoris as to the promises Te Whiti said had been made. A despatch of some importance was received from Taupo yesterday, showing the condition of affairs there. At Tokaano it appears that Topia Turoa's proposals to the native Lieut- ing were the opening of the country toward Wanganui by road and telegraph wires, laying aside a block of land for a township at the south end of Lake Taupo, calling for sur- veys of and adjudicating their land claims, permitting the lease, and in some cases the sale of lands. This programme, we are told, was received by the Kingites party with surprise and indignation, but Topia, having explained that he did not expect to carry through all the per- formance at present, and that he was willing to let a committee decide his proposals, they gradually cooled down, and eventually gave their con- sent to the most important item in the scheme, viz., the survey of the tribal boundaries, in order to have each hapu's claim brought before the Court. When this is done all the other items will follow. At the meeting assurances of steadfast loyalty to law and order were given by both parties. This despatch is considered highly satisfactory. xyxy=(1178,31,1354,455)
sydney8-body: The steamer Menzies has arrived at Port Darwin from Hongkong with 536 Chinese, including 26 for New Zealand. Another steamer with Chinese is expected at Port Darwin in a few days. An aggressive meeting at Lamb- ton against the Chinese was held at Newcastle to-day. The majority of the men are inclined to continue to work. A large body of police was present, in consequence of the appre- hension of a riot. xyxy=(813,338,986,484)
col7-body-b: The following tenders have been received at the Public Works Office for Shortland contract of Waikato- Thames Railway:—Accepted: J. J. O'Brien, Thames, £8393. Declined: Thompson, Moore, and Co., Short- land, £8420; Robert Neill, Grahamstown, £10,948; P. F. O'Brien and Co., Auckland, £11,800; E. Ferrall, Auckland, £11,972; Wilks & Bolton, Auckland, £12,412; James Derwin, Auckland, £12,790; John Brown, Auckland, £12,895; H. Adams, Auckland, £13,893. The Government will leave here in Hinemoa on the 15th instant for the Bluff, and thence will proceed overland through Southland, Otago, and Canterbury, spending about three weeks on the tour. Te Whiti has sent word to several persons that a satisfactory under- standing will be arrived at, and has sent two of his natives to town... Mr Sheehan leaves by the Hine- moa for New Plymouth to-morrow evening to arrange various matters relating to the dispute. His absence is not expected to last longer than three or four days. xyxy=(1178,471,1345,806)
column-3 xyxy=(402,31,607,1944)
date-line: THURSDAY, APRIL 10, 1879. xyxy=(245,588,369,599)
taupo: TAUPO, Tuesday. xyxy=(858,1101,941,1112)
london-apr5: LONDON, April 5. xyxy=(664,309,752,320)
cricket-heading: CRICKET. xyxy=(1246,920,1306,932)
